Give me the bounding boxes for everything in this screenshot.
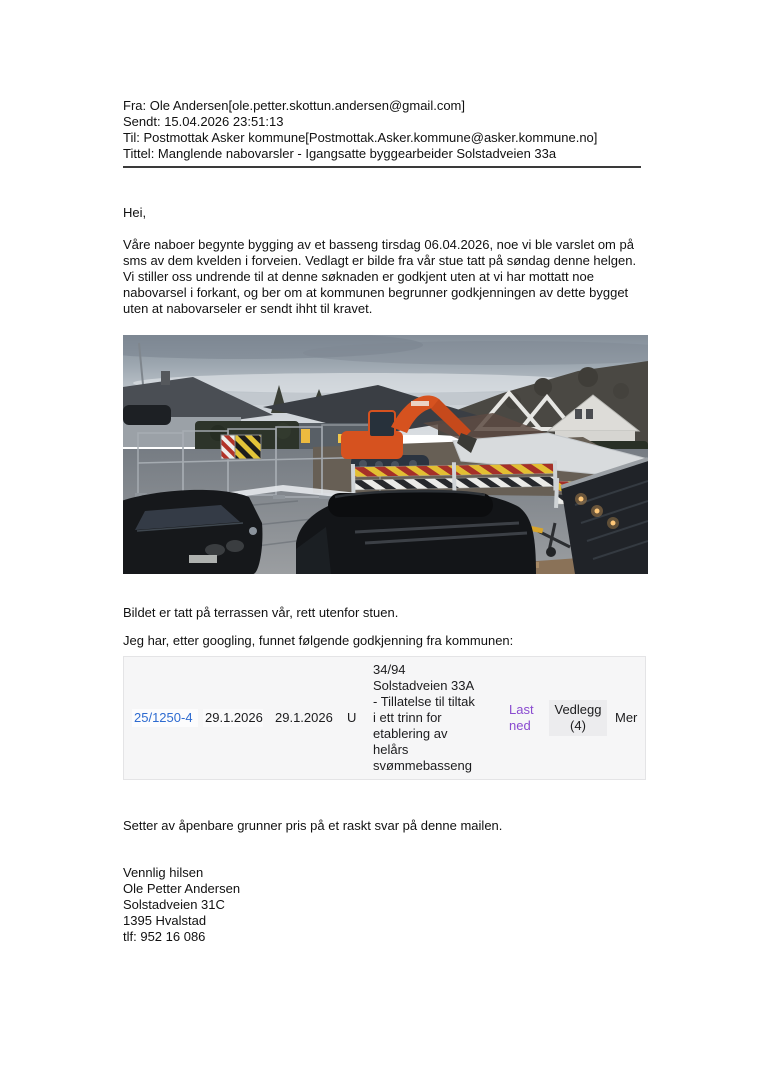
attachments-link[interactable]: Vedlegg (4) (549, 700, 607, 736)
main-paragraph: Våre naboer begynte bygging av et basseng tirsdag 06.04.2026, noe vi ble varslet om på sms av dem kvelden i forveien. Vedlagt er bilde fra vår stue tatt på søndag denne helgen. Vi stiller oss undrende til at denne søknaden er godkjent uten at vi har mottatt noe nabovarsel i forkant, og ber om at kommunen begrunner godkjenningen av dette bygget uten at nabovarseler er sendt ihht til kravet. (123, 237, 637, 316)
signature-name: Ole Petter Andersen (123, 881, 241, 896)
header-sent: Sendt: 15.04.2026 23:51:13 (123, 114, 284, 129)
attached-photo (123, 335, 648, 574)
more-link[interactable]: Mer (615, 710, 638, 725)
signature-postal: 1395 Hvalstad (123, 913, 207, 928)
download-link[interactable]: Last ned (509, 702, 534, 733)
header-from: Fra: Ole Andersen[ole.petter.skottun.andersen@gmail.com] (123, 98, 465, 113)
case-description: 34/94 Solstadveien 33A - Tillatelse til tiltak i ett trinn for etablering av helårs svømmebasseng (373, 662, 475, 773)
header-title: Tittel: Manglende nabovarsler - Igangsatte byggearbeider Solstadveien 33a (123, 146, 557, 161)
document-date: 29.1.2026 (275, 710, 333, 725)
case-table (123, 656, 646, 780)
document-type: U (347, 710, 357, 725)
case-table-row (124, 662, 645, 774)
signature-phone: tlf: 952 16 086 (123, 929, 206, 944)
case-number-link[interactable]: 25/1250-4 (132, 709, 198, 727)
closing-line: Setter av åpenbare grunner pris på et raskt svar på denne mailen. (123, 818, 503, 833)
registered-date: 29.1.2026 (205, 710, 263, 725)
signature-salutation: Vennlig hilsen (123, 865, 204, 880)
signature-street: Solstadveien 31C (123, 897, 225, 912)
header-divider (123, 166, 641, 168)
photo-caption: Bildet er tatt på terrassen vår, rett utenfor stuen. (123, 605, 399, 620)
header-to: Til: Postmottak Asker kommune[Postmottak.Asker.kommune@asker.kommune.no] (123, 130, 598, 145)
signature-block (123, 865, 648, 945)
greeting-text: Hei, (123, 205, 147, 220)
email-header (123, 98, 648, 162)
table-intro: Jeg har, etter googling, funnet følgende godkjenning fra kommunen: (123, 633, 514, 648)
construction-site-svg (123, 335, 648, 574)
